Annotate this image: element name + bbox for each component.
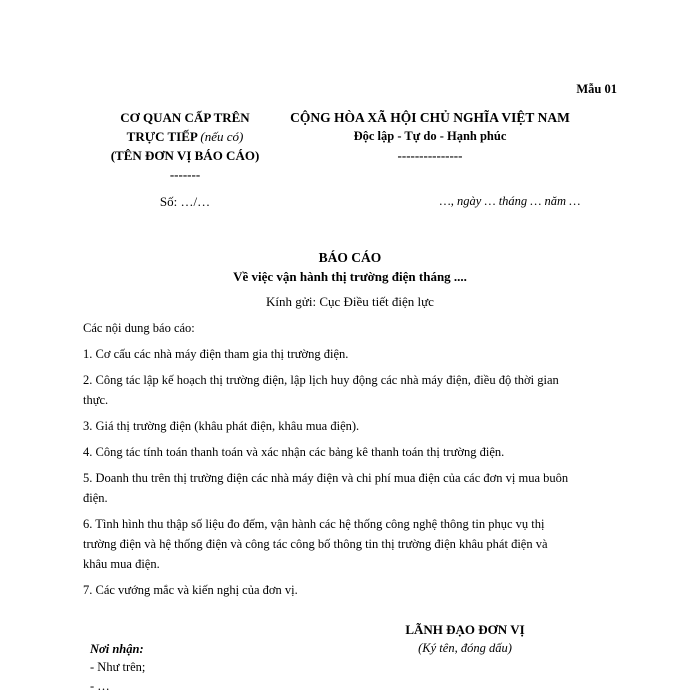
agency-line-1: CƠ QUAN CẤP TRÊN xyxy=(120,110,250,125)
body-item-4: 4. Công tác tính toán thanh toán và xác nhận các bảng kê thanh toán thị trường điện. xyxy=(83,445,505,459)
body-item-6: 6. Tình hình thu thập số liệu đo đếm, vận hành các hệ thống công nghệ thông tin phục vụ thị xyxy=(83,517,545,531)
agency-line-2-main: TRỰC TIẾP xyxy=(126,129,198,144)
document-date: …, ngày … tháng … năm … xyxy=(439,194,581,208)
nation-name: CỘNG HÒA XÃ HỘI CHỦ NGHĨA VIỆT NAM xyxy=(290,110,570,125)
body-intro: Các nội dung báo cáo: xyxy=(83,321,195,335)
recipients-label: Nơi nhận: xyxy=(90,642,144,656)
agency-divider: ------- xyxy=(169,167,201,182)
agency-line-2 xyxy=(90,127,280,146)
agency-line-3: (TÊN ĐƠN VỊ BÁO CÁO) xyxy=(110,148,260,163)
recipient-line: Kính gửi: Cục Điều tiết điện lực xyxy=(266,294,434,309)
issuing-agency-header xyxy=(90,108,280,184)
body-item-2-cont: thực. xyxy=(83,393,109,407)
agency-line-2-note: (nếu có) xyxy=(200,129,244,144)
body-item-5-cont: điện. xyxy=(83,491,108,505)
report-body xyxy=(83,318,623,600)
report-title: BÁO CÁO xyxy=(318,250,382,265)
national-header xyxy=(270,108,590,165)
report-subtitle: Về việc vận hành thị trường điện tháng .... xyxy=(233,269,467,284)
body-item-2: 2. Công tác lập kế hoạch thị trường điện, lập lịch huy động các nhà máy điện, điều độ thời gian xyxy=(83,373,559,387)
body-item-3: 3. Giá thị trường điện (khâu phát điện, khâu mua điện). xyxy=(83,419,360,433)
body-item-1: 1. Cơ cấu các nhà máy điện tham gia thị trường điện. xyxy=(83,347,349,361)
body-item-7: 7. Các vướng mắc và kiến nghị của đơn vị. xyxy=(83,583,298,597)
body-item-6-cont-2: khâu mua điện. xyxy=(83,557,160,571)
signature-title: LÃNH ĐẠO ĐƠN VỊ xyxy=(405,622,525,637)
document-number: Số: …/… xyxy=(159,194,211,209)
signature-note: (Ký tên, đóng dấu) xyxy=(418,641,512,655)
form-code: Mẫu 01 xyxy=(576,82,617,96)
recipient-item: - … xyxy=(90,679,110,693)
body-item-6-cont-1: trường điện và hệ thống điện và công tác công bố thông tin thị trường điện khâu phát điện và xyxy=(83,537,548,551)
national-divider: --------------- xyxy=(397,148,463,163)
national-motto: Độc lập - Tự do - Hạnh phúc xyxy=(353,129,507,143)
recipient-item: - Như trên; xyxy=(90,660,146,674)
body-item-5: 5. Doanh thu trên thị trường điện các nhà máy điện và chi phí mua điện của các đơn vị mua buôn xyxy=(83,471,569,485)
